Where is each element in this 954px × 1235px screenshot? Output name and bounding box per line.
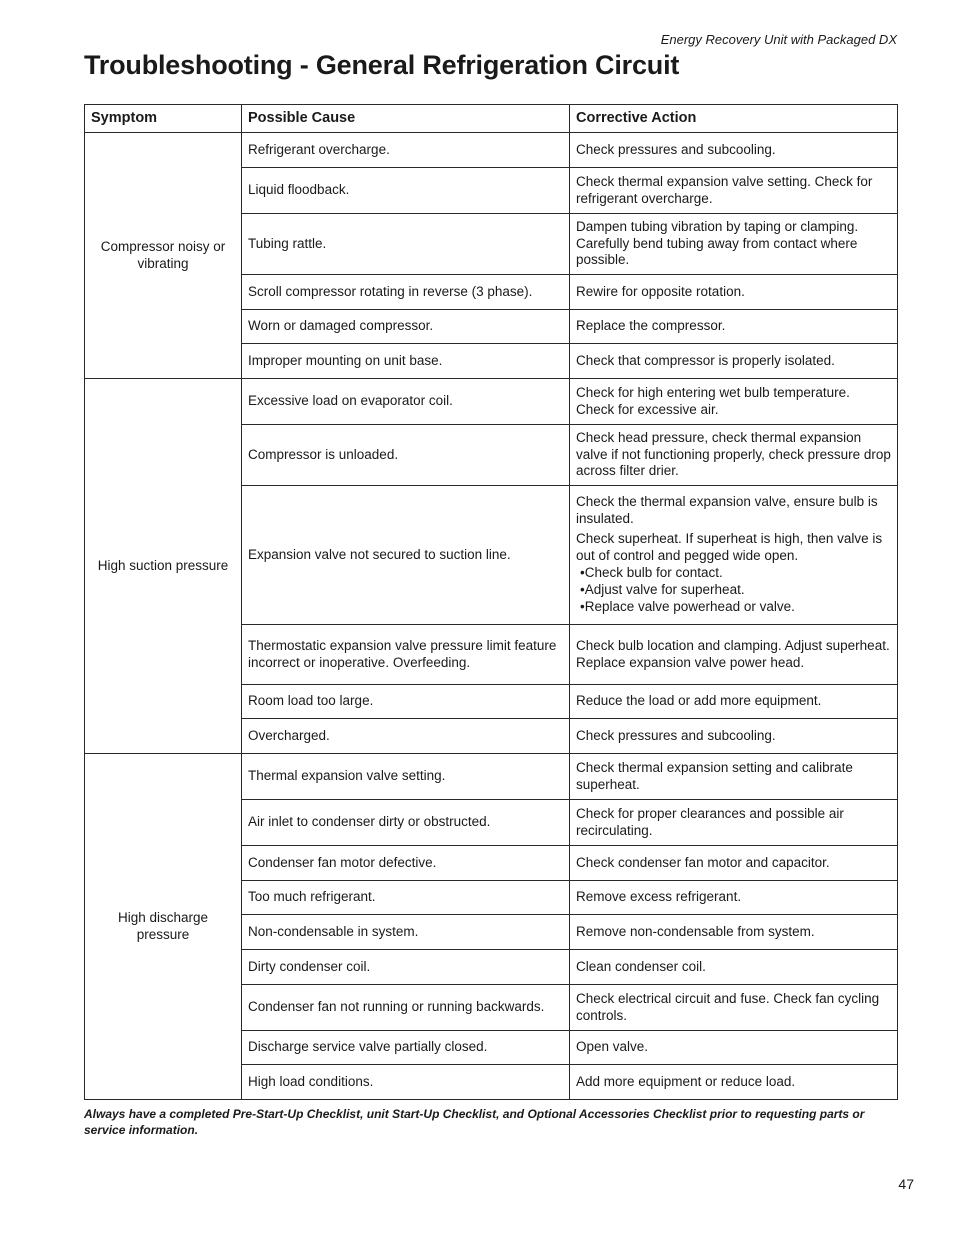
symptom-cell: High discharge pressure (85, 754, 242, 1100)
corrective-action-cell (570, 425, 898, 486)
possible-cause-cell: Overcharged. (242, 719, 570, 754)
table-body (85, 133, 898, 1100)
corrective-action-cell (570, 754, 898, 800)
possible-cause-cell: Improper mounting on unit base. (242, 344, 570, 379)
corrective-action-text: Check thermal expansion setting and calibrate superheat. (576, 759, 853, 792)
page-number: 47 (898, 1176, 914, 1192)
table-header-row (85, 105, 898, 133)
corrective-action-text: Remove excess refrigerant. (576, 889, 742, 905)
possible-cause-cell: Tubing rattle. (242, 214, 570, 275)
possible-cause-cell: Worn or damaged compressor. (242, 310, 570, 344)
corrective-action-text: Remove non-condensable from system. (576, 923, 815, 939)
corrective-action-text: Check that compressor is properly isolated. (576, 352, 835, 368)
corrective-action-cell (570, 486, 898, 625)
possible-cause-cell: Liquid floodback. (242, 168, 570, 214)
corrective-action-cell (570, 881, 898, 915)
corrective-action-text: Check condenser fan motor and capacitor. (576, 854, 830, 870)
corrective-action-text: Check head pressure, check thermal expansion valve if not functioning properly, check pressure drop across filter drier. (576, 429, 891, 479)
corrective-action-text: Check pressures and subcooling. (576, 727, 776, 743)
possible-cause-cell: Condenser fan motor defective. (242, 846, 570, 881)
possible-cause-cell: Scroll compressor rotating in reverse (3 phase). (242, 275, 570, 310)
corrective-action-text: Check for high entering wet bulb temperature. Check for excessive air. (576, 384, 850, 417)
possible-cause-cell: Non-condensable in system. (242, 915, 570, 950)
corrective-action-text: Reduce the load or add more equipment. (576, 693, 822, 709)
corrective-action-cell (570, 719, 898, 754)
corrective-action-text: Replace the compressor. (576, 318, 726, 334)
action-bullet-item: • Check bulb for contact. (576, 565, 891, 582)
table-row (85, 754, 898, 800)
possible-cause-cell: Condenser fan not running or running backwards. (242, 985, 570, 1031)
table-row (85, 133, 898, 168)
corrective-action-text: Clean condenser coil. (576, 958, 706, 974)
possible-cause-cell: Refrigerant overcharge. (242, 133, 570, 168)
action-bullet-list (576, 565, 891, 616)
possible-cause-cell: Dirty condenser coil. (242, 950, 570, 985)
corrective-action-cell (570, 310, 898, 344)
possible-cause-cell: Excessive load on evaporator coil. (242, 379, 570, 425)
action-bullet-item: • Replace valve powerhead or valve. (576, 599, 891, 616)
symptom-cell: Compressor noisy or vibrating (85, 133, 242, 379)
corrective-action-cell (570, 344, 898, 379)
possible-cause-cell: High load conditions. (242, 1065, 570, 1100)
corrective-action-cell (570, 915, 898, 950)
corrective-action-cell (570, 985, 898, 1031)
possible-cause-cell: Room load too large. (242, 685, 570, 719)
possible-cause-cell: Expansion valve not secured to suction line. (242, 486, 570, 625)
corrective-action-text: Add more equipment or reduce load. (576, 1073, 796, 1089)
header-corrective-action: Corrective Action (570, 105, 898, 133)
possible-cause-cell: Too much refrigerant. (242, 881, 570, 915)
corrective-action-cell (570, 214, 898, 275)
corrective-action-text: Check superheat. If superheat is high, then valve is out of control and pegged wide open. (576, 531, 883, 564)
document-header: Energy Recovery Unit with Packaged DX (660, 32, 897, 47)
page-title: Troubleshooting - General Refrigeration Circuit (84, 50, 680, 80)
possible-cause-cell: Air inlet to condenser dirty or obstructed. (242, 800, 570, 846)
corrective-action-cell (570, 275, 898, 310)
corrective-action-text: Check electrical circuit and fuse. Check fan cycling controls. (576, 990, 880, 1023)
header-possible-cause: Possible Cause (242, 105, 570, 133)
action-bullet-item: • Adjust valve for superheat. (576, 582, 891, 599)
corrective-action-text: Rewire for opposite rotation. (576, 283, 745, 299)
troubleshooting-table (84, 104, 898, 1100)
corrective-action-cell (570, 950, 898, 985)
corrective-action-text: Check the thermal expansion valve, ensure bulb is insulated. (576, 494, 878, 527)
corrective-action-cell (570, 168, 898, 214)
symptom-cell: High suction pressure (85, 379, 242, 754)
corrective-action-text: Open valve. (576, 1039, 649, 1055)
footer-note: Always have a completed Pre-Start-Up Checklist, unit Start-Up Checklist, and Optional Accessories Checklist prior to requesting parts or service information. (84, 1107, 865, 1137)
corrective-action-cell (570, 846, 898, 881)
corrective-action-cell (570, 625, 898, 685)
corrective-action-cell (570, 1065, 898, 1100)
corrective-action-text: Check for proper clearances and possible air recirculating. (576, 805, 844, 838)
possible-cause-cell: Discharge service valve partially closed. (242, 1031, 570, 1065)
possible-cause-cell: Thermal expansion valve setting. (242, 754, 570, 800)
corrective-action-cell (570, 800, 898, 846)
table-row (85, 379, 898, 425)
corrective-action-cell (570, 379, 898, 425)
corrective-action-text: Check pressures and subcooling. (576, 141, 776, 157)
corrective-action-text: Dampen tubing vibration by taping or clamping. Carefully bend tubing away from contact where possible. (576, 218, 859, 268)
corrective-action-cell (570, 133, 898, 168)
possible-cause-cell: Compressor is unloaded. (242, 425, 570, 486)
corrective-action-text: Check thermal expansion valve setting. Check for refrigerant overcharge. (576, 173, 873, 206)
corrective-action-text: Check bulb location and clamping. Adjust superheat. Replace expansion valve power head. (576, 637, 890, 670)
corrective-action-cell (570, 685, 898, 719)
possible-cause-cell: Thermostatic expansion valve pressure limit feature incorrect or inoperative. Overfeeding. (242, 625, 570, 685)
header-symptom: Symptom (85, 105, 242, 133)
corrective-action-cell (570, 1031, 898, 1065)
